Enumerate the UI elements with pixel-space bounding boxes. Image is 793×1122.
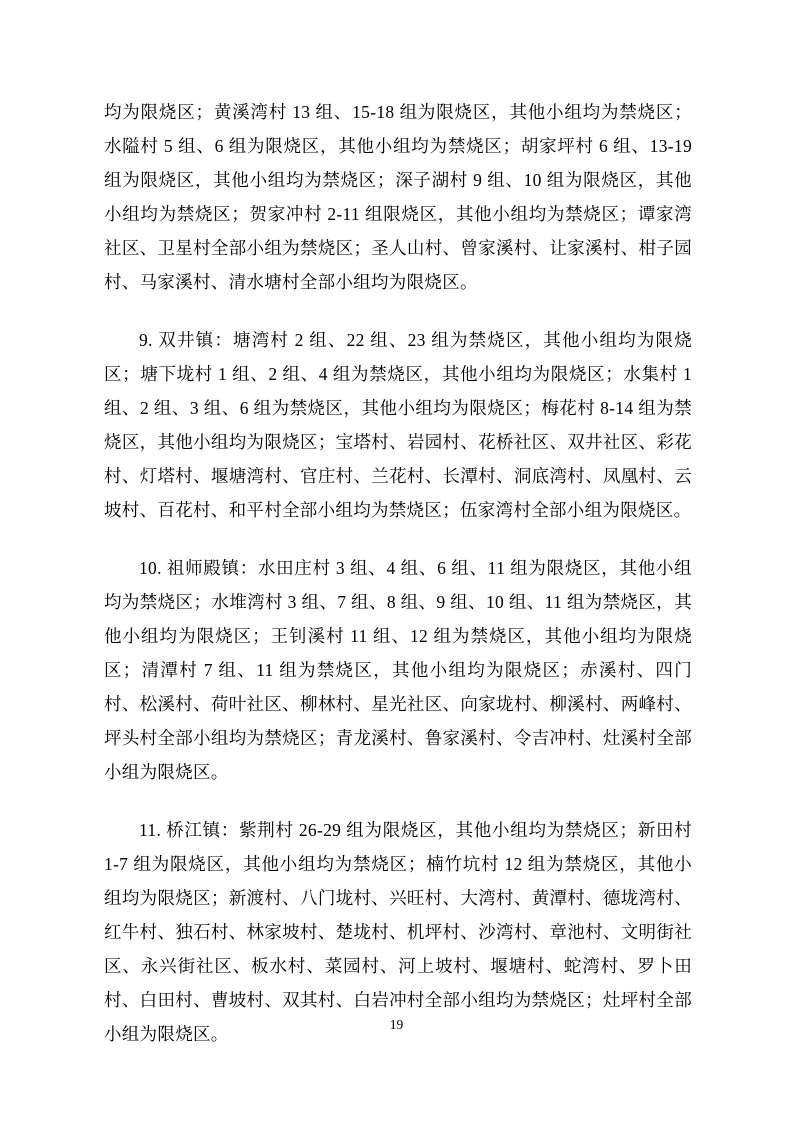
paragraph-qiaojiang-town: 11. 桥江镇：紫荆村 26-29 组为限烧区，其他小组均为禁烧区；新田村 1-7 组为限烧区，其他小组均为禁烧区；楠竹坑村 12 组为禁烧区，其他小组均为限烧区；新渡村、八门垅村、兴旺村、大湾村、黄潭村、德垅湾村、红牛村、独石村、林家坡村、楚垅村、机坪村、沙湾村、章池村、文明街社区、永兴街社区、板水村、菜园村、河上坡村、堰塘村、蛇湾村、罗卜田村、白田村、曹坡村、双其村、白岩冲村全部小组均为禁烧区；灶坪村全部小组为限烧区。: [104, 820, 692, 1044]
paragraph-zushidian-town: 10. 祖师殿镇：水田庄村 3 组、4 组、6 组、11 组为限烧区，其他小组均为禁烧区；水堆湾村 3 组、7 组、8 组、9 组、10 组、11 组为禁烧区，其他小组均为限烧区；王钊溪村 11 组、12 组为禁烧区，其他小组均为限烧区；清潭村 7 组、11 组为禁烧区，其他小组均为限烧区；赤溪村、四门村、松溪村、荷叶社区、柳林村、星光社区、向家垅村、柳溪村、两峰村、坪头村全部小组均为禁烧区；青龙溪村、鲁家溪村、令吉冲村、灶溪村全部小组为限烧区。: [104, 558, 692, 782]
document-body: [104, 95, 692, 1075]
paragraph-shuangjing-town: 9. 双井镇：塘湾村 2 组、22 组、23 组为禁烧区，其他小组均为限烧区；塘下垅村 1 组、2 组、4 组为禁烧区，其他小组均为限烧区；水集村 1 组、2 组、3 组、6 组为禁烧区，其他小组均为限烧区；梅花村 8-14 组为禁烧区，其他小组均为限烧区；宝塔村、岩园村、花桥社区、双井社区、彩花村、灯塔村、堰塘湾村、官庄村、兰花村、长潭村、洞底湾村、凤凰村、云坡村、百花村、和平村全部小组均为禁烧区；伍家湾村全部小组为限烧区。: [104, 330, 692, 520]
page-number: 19: [389, 1017, 404, 1032]
paragraph-continuation: 均为限烧区；黄溪湾村 13 组、15-18 组为限烧区，其他小组均为禁烧区；水隘村 5 组、6 组为限烧区，其他小组均为禁烧区；胡家坪村 6 组、13-19 组为限烧区，其他小组均为禁烧区；深子湖村 9 组、10 组为限烧区，其他小组均为禁烧区；贺家冲村 2-11 组限烧区，其他小组均为禁烧区；谭家湾社区、卫星村全部小组为禁烧区；圣人山村、曾家溪村、让家溪村、柑子园村、马家溪村、清水塘村全部小组均为限烧区。: [104, 102, 692, 292]
